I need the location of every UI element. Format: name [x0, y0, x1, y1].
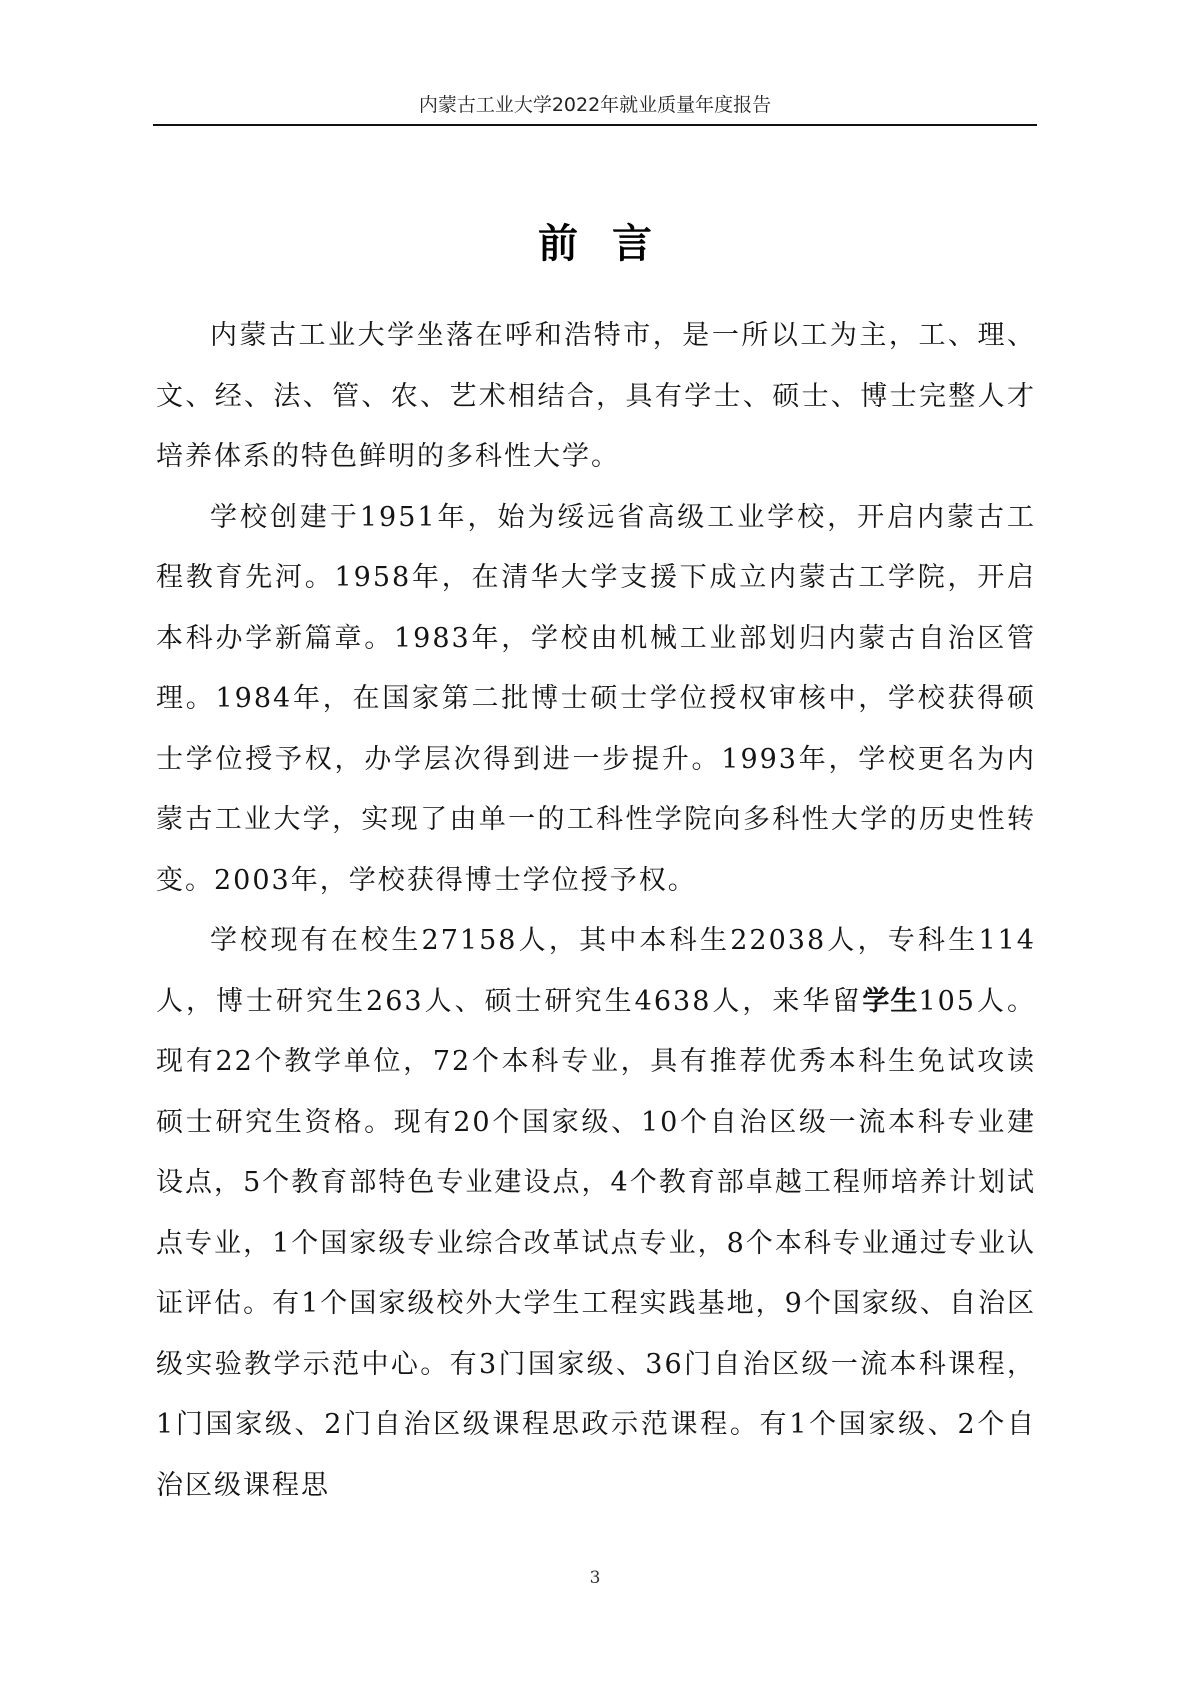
page-title: 前言 — [538, 221, 686, 267]
paragraph-current-status — [156, 911, 1036, 1516]
paragraph-current-status-part2: 105人。现有22个教学单位，72个本科专业，具有推荐优秀本科生免试攻读硕士研究生资格。现有20个国家级、10个自治区级一流本科专业建设点，5个教育部特色专业建设点，4个教育部卓越工程师培养计划试点专业，1个国家级专业综合改革试点专业，8个本科专业通过专业认证评估。有1个国家级校外大学生工程实践基地，9个国家级、自治区级实验教学示范中心。有3门国家级、36门自治区级一流本科课程，1门国家级、2门自治区级课程思政示范课程。有1个国家级、2个自治区级课程思 — [156, 985, 1037, 1501]
header-rule — [153, 124, 1037, 126]
body-text — [156, 306, 1036, 1516]
paragraph-intro: 内蒙古工业大学坐落在呼和浩特市，是一所以工为主，工、理、文、经、法、管、农、艺术相结合，具有学士、硕士、博士完整人才培养体系的特色鲜明的多科性大学。 — [156, 320, 1036, 472]
paragraph-current-status-emphasis: 学生 — [862, 985, 919, 1017]
running-header: 内蒙古工业大学2022年就业质量年度报告 — [418, 94, 772, 116]
page-number: 3 — [589, 1568, 601, 1588]
paragraph-current-status-part1: 学校现有在校生27158人，其中本科生22038人，专科生114人，博士研究生263人、硕士研究生4638人，来华留 — [156, 925, 1036, 1017]
paragraph-history: 学校创建于1951年，始为绥远省高级工业学校，开启内蒙古工程教育先河。1958年，在清华大学支援下成立内蒙古工学院，开启本科办学新篇章。1983年，学校由机械工业部划归内蒙古自治区管理。1984年，在国家第二批博士硕士学位授权审核中，学校获得硕士学位授予权，办学层次得到进一步提升。1993年，学校更名为内蒙古工业大学，实现了由单一的工科性学院向多科性大学的历史性转变。2003年，学校获得博士学位授予权。 — [156, 501, 1036, 896]
